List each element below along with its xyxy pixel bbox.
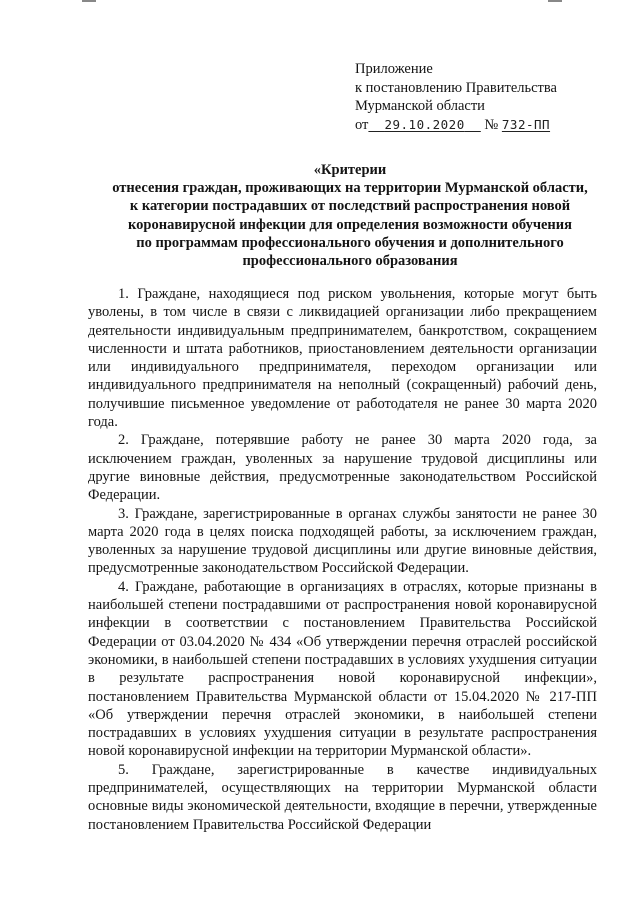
paragraph-2: 2. Граждане, потерявшие работу не ранее 30 марта 2020 года, за исключением граждан, уволенных за нарушение трудовой дисциплины или другие виновные действия, предусмотренные законодательством Российской Федерации.: [88, 432, 597, 504]
scan-edge-mark: [548, 0, 562, 2]
handwritten-number: 732-ПП: [501, 116, 551, 132]
appendix-label: Приложение: [355, 61, 433, 77]
appendix-region: Мурманской области: [355, 98, 485, 114]
appendix-date-line: [355, 116, 625, 135]
title-line: «Критерии: [313, 162, 387, 178]
title-line: к категории пострадавших от последствий распространения новой: [129, 198, 571, 215]
paragraph-3: 3. Граждане, зарегистрированные в органах службы занятости не ранее 30 марта 2020 года в целях поиска подходящей работы, за исключением граждан, уволенных за нарушение трудовой дисциплины или другие виновные действия, предусмотренные законодательством Российской Федерации.: [88, 505, 597, 577]
handwritten-date: 29.10.2020: [384, 116, 465, 132]
title-line: профессионального образования: [242, 253, 458, 270]
title-line: отнесения граждан, проживающих на территории Мурманской области,: [112, 180, 588, 197]
paragraph-5: 5. Граждане, зарегистрированные в качестве индивидуальных предпринимателей, осуществляющих на территории Мурманской области основные виды экономической деятельности, входящие в перечни, утвержденные постановлением Правительства Российской Федерации: [88, 761, 597, 833]
document-title: [60, 161, 640, 270]
document-body: [88, 285, 597, 834]
appendix-header: [355, 60, 625, 134]
paragraph-1: 1. Граждане, находящиеся под риском увольнения, которые могут быть уволены, в том числе в связи с ликвидацией организации либо прекращением деятельности индивидуальным предпринимателем, банкротством, сокращением численности и штата работников, приостановлением деятельности организации или индивидуального предпринимателя, переходом организации или индивидуального предпринимателя на неполный (сокращенный) рабочий день, получившие письменное уведомление от работодателя не ранее 30 марта 2020 года.: [88, 286, 597, 431]
appendix-reference: к постановлению Правительства: [355, 79, 557, 96]
title-line: коронавирусной инфекции для определения возможности обучения: [127, 216, 572, 233]
date-prefix: от: [355, 116, 369, 133]
scan-edge-mark: [82, 0, 96, 2]
paragraph-4: 4. Граждане, работающие в организациях в отраслях, которые признаны в наибольшей степени пострадавшими от распространения новой коронавирусной инфекции в соответствии с постановлением Правительства Российской Федерации от 03.04.2020 № 434 «Об утверждении перечня отраслей российской экономики, в наибольшей степени пострадавших в условиях ухудшения ситуации в результате распространения новой коронавирусной инфекции», постановлением Правительства Мурманской области от 15.04.2020 № 217-ПП «Об утверждении перечня отраслей экономики, в наибольшей степени пострадавших в условиях ухудшения ситуации в результате распространения новой коронавирусной инфекции на территории Мурманской области».: [88, 578, 597, 760]
title-line: по программам профессионального обучения и дополнительного: [136, 234, 564, 251]
number-prefix: №: [484, 116, 499, 133]
